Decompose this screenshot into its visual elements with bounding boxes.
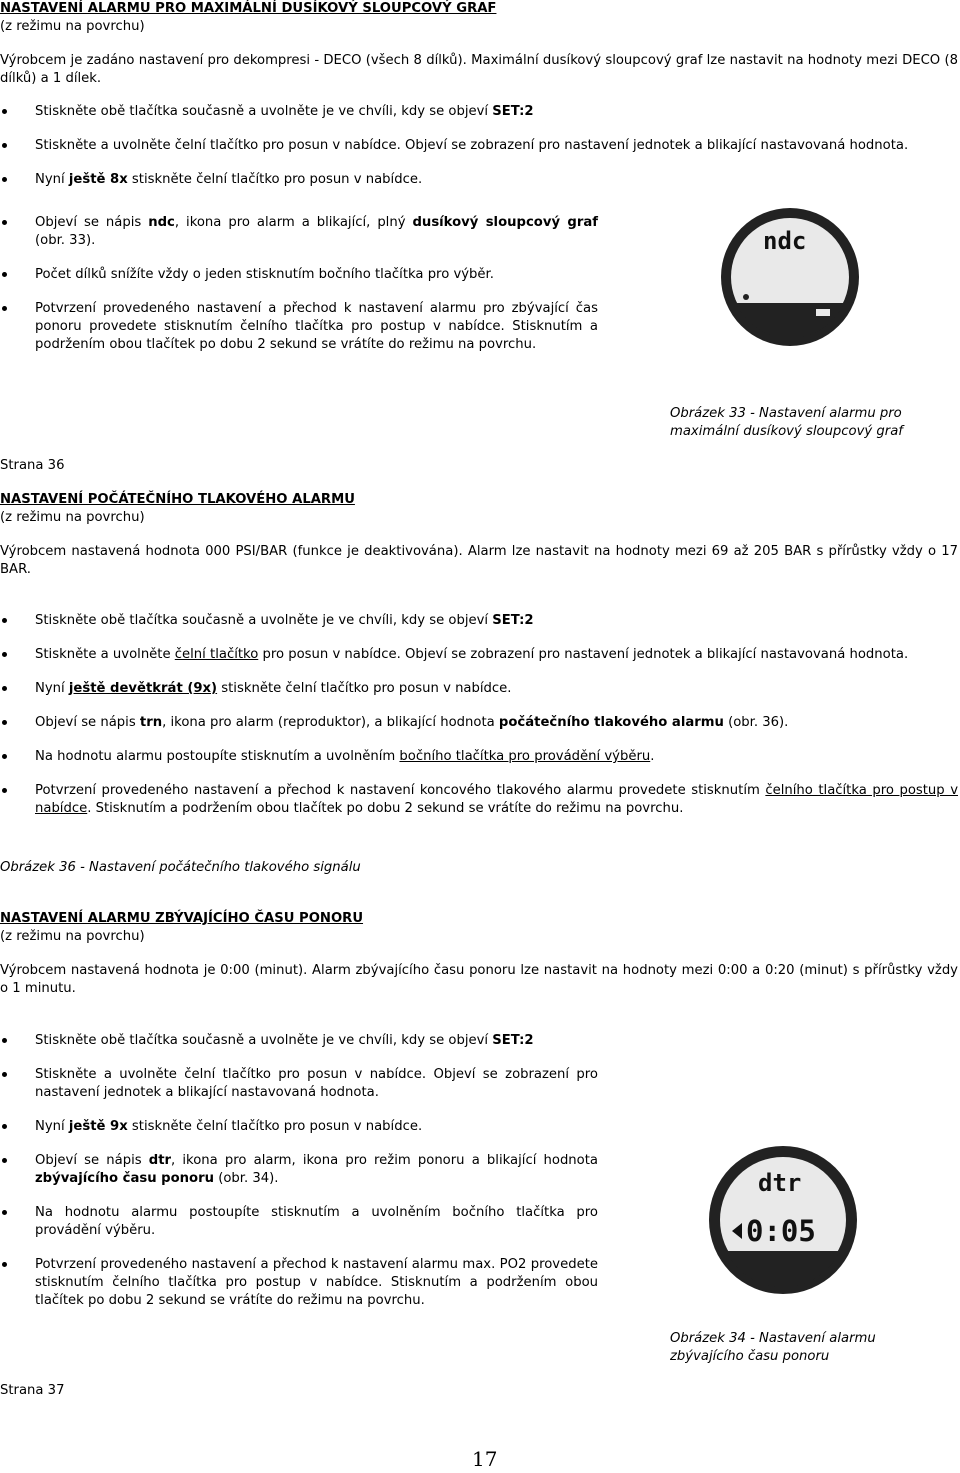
page-number: 17	[472, 1447, 498, 1471]
display-label: ndc	[763, 227, 807, 255]
list-item: Stiskněte obě tlačítka současně a uvolněte je ve chvíli, kdy se objeví SET:2	[0, 103, 958, 121]
section1-steps	[0, 103, 958, 205]
list-item: Stiskněte obě tlačítka současně a uvolněte je ve chvíli, kdy se objeví SET:2	[0, 1032, 598, 1050]
bar-segment	[816, 309, 830, 316]
display-value: 0:05	[746, 1214, 816, 1248]
section1-steps-narrow	[0, 214, 598, 370]
list-item: Objeví se nápis ndc, ikona pro alarm a blikající, plný dusíkový sloupcový graf (obr. 33).	[0, 214, 598, 250]
section2-subheading: (z režimu na povrchu)	[0, 510, 145, 525]
dive-computer-display-dtr	[706, 1143, 860, 1297]
section3-subheading: (z režimu na povrchu)	[0, 929, 145, 944]
dive-computer-display-ndc	[718, 205, 862, 349]
section3-steps	[0, 1032, 598, 1326]
figure34-caption: Obrázek 34 - Nastavení alarmu zbývajícího času ponoru	[670, 1331, 876, 1364]
list-item: Stiskněte a uvolněte čelní tlačítko pro posun v nabídce. Objeví se zobrazení pro nastavení jednotek a blikající nastavovaná hodnota.	[0, 646, 958, 664]
list-item: Potvrzení provedeného nastavení a přechod k nastavení alarmu max. PO2 provedete stisknutím čelního tlačítka pro postup v nabídce. Stisknutím a podržením obou tlačítek po dobu 2 sekund se vrátíte do režimu na povrchu.	[0, 1256, 598, 1310]
list-item: Stiskněte a uvolněte čelní tlačítko pro posun v nabídce. Objeví se zobrazení pro nastavení jednotek a blikající nastavovaná hodnota.	[0, 1066, 598, 1102]
section2-steps	[0, 612, 958, 834]
list-item: Nyní ještě 9x stiskněte čelní tlačítko pro posun v nabídce.	[0, 1118, 598, 1136]
display-label: dtr	[758, 1169, 802, 1197]
list-item: Stiskněte a uvolněte čelní tlačítko pro posun v nabídce. Objeví se zobrazení pro nastavení jednotek a blikající nastavovaná hodnota.	[0, 137, 958, 155]
section1-heading: NASTAVENÍ ALARMU PRO MAXIMÁLNÍ DUSÍKOVÝ SLOUPCOVÝ GRAF	[0, 1, 497, 16]
section1-subheading: (z režimu na povrchu)	[0, 19, 145, 34]
page-label-37: Strana 37	[0, 1383, 65, 1398]
list-item: Na hodnotu alarmu postoupíte stisknutím a uvolněním bočního tlačítka pro provádění výběru.	[0, 1204, 598, 1240]
page-label-36: Strana 36	[0, 458, 65, 473]
list-item: Počet dílků snížíte vždy o jeden stisknutím bočního tlačítka pro výběr.	[0, 266, 598, 284]
alarm-dot-icon	[743, 294, 749, 300]
section1-intro: Výrobcem je zadáno nastavení pro dekompresi - DECO (všech 8 dílků). Maximální dusíkový sloupcový graf lze nastavit na hodnoty mezi DECO (8 dílků) a 1 dílek.	[0, 53, 958, 86]
section2-intro: Výrobcem nastavená hodnota 000 PSI/BAR (funkce je deaktivována). Alarm lze nastavit na hodnoty mezi 69 až 205 BAR s přírůstky vždy o 17 BAR.	[0, 544, 958, 577]
list-item: Potvrzení provedeného nastavení a přechod k nastavení koncového tlakového alarmu provedete stisknutím čelního tlačítka pro postup v nabídce. Stisknutím a podržením obou tlačítek po dobu 2 sekund se vrátíte do režimu na povrchu.	[0, 782, 958, 818]
section3-intro: Výrobcem nastavená hodnota je 0:00 (minut). Alarm zbývajícího času ponoru lze nastavit na hodnoty mezi 0:00 a 0:20 (minut) s přírůstky vždy o 1 minutu.	[0, 963, 958, 996]
list-item: Nyní ještě devětkrát (9x) stiskněte čelní tlačítko pro posun v nabídce.	[0, 680, 958, 698]
list-item: Nyní ještě 8x stiskněte čelní tlačítko pro posun v nabídce.	[0, 171, 958, 189]
list-item: Objeví se nápis dtr, ikona pro alarm, ikona pro režim ponoru a blikající hodnota zbývajícího času ponoru (obr. 34).	[0, 1152, 598, 1188]
list-item: Na hodnotu alarmu postoupíte stisknutím a uvolněním bočního tlačítka pro provádění výběru.	[0, 748, 958, 766]
section2-heading: NASTAVENÍ POČÁTEČNÍHO TLAKOVÉHO ALARMU	[0, 492, 355, 507]
list-item: Potvrzení provedeného nastavení a přechod k nastavení alarmu pro zbývající čas ponoru provedete stisknutím čelního tlačítka pro postup v nabídce. Stisknutím a podržením obou tlačítek po dobu 2 sekund se vrátíte do režimu na povrchu.	[0, 300, 598, 354]
section3-heading: NASTAVENÍ ALARMU ZBÝVAJÍCÍHO ČASU PONORU	[0, 911, 364, 926]
figure36-caption: Obrázek 36 - Nastavení počátečního tlakového signálu	[0, 860, 361, 875]
figure33-caption: Obrázek 33 - Nastavení alarmu pro maximální dusíkový sloupcový graf	[670, 406, 903, 439]
list-item: Objeví se nápis trn, ikona pro alarm (reproduktor), a blikající hodnota počátečního tlakového alarmu (obr. 36).	[0, 714, 958, 732]
list-item: Stiskněte obě tlačítka současně a uvolněte je ve chvíli, kdy se objeví SET:2	[0, 612, 958, 630]
